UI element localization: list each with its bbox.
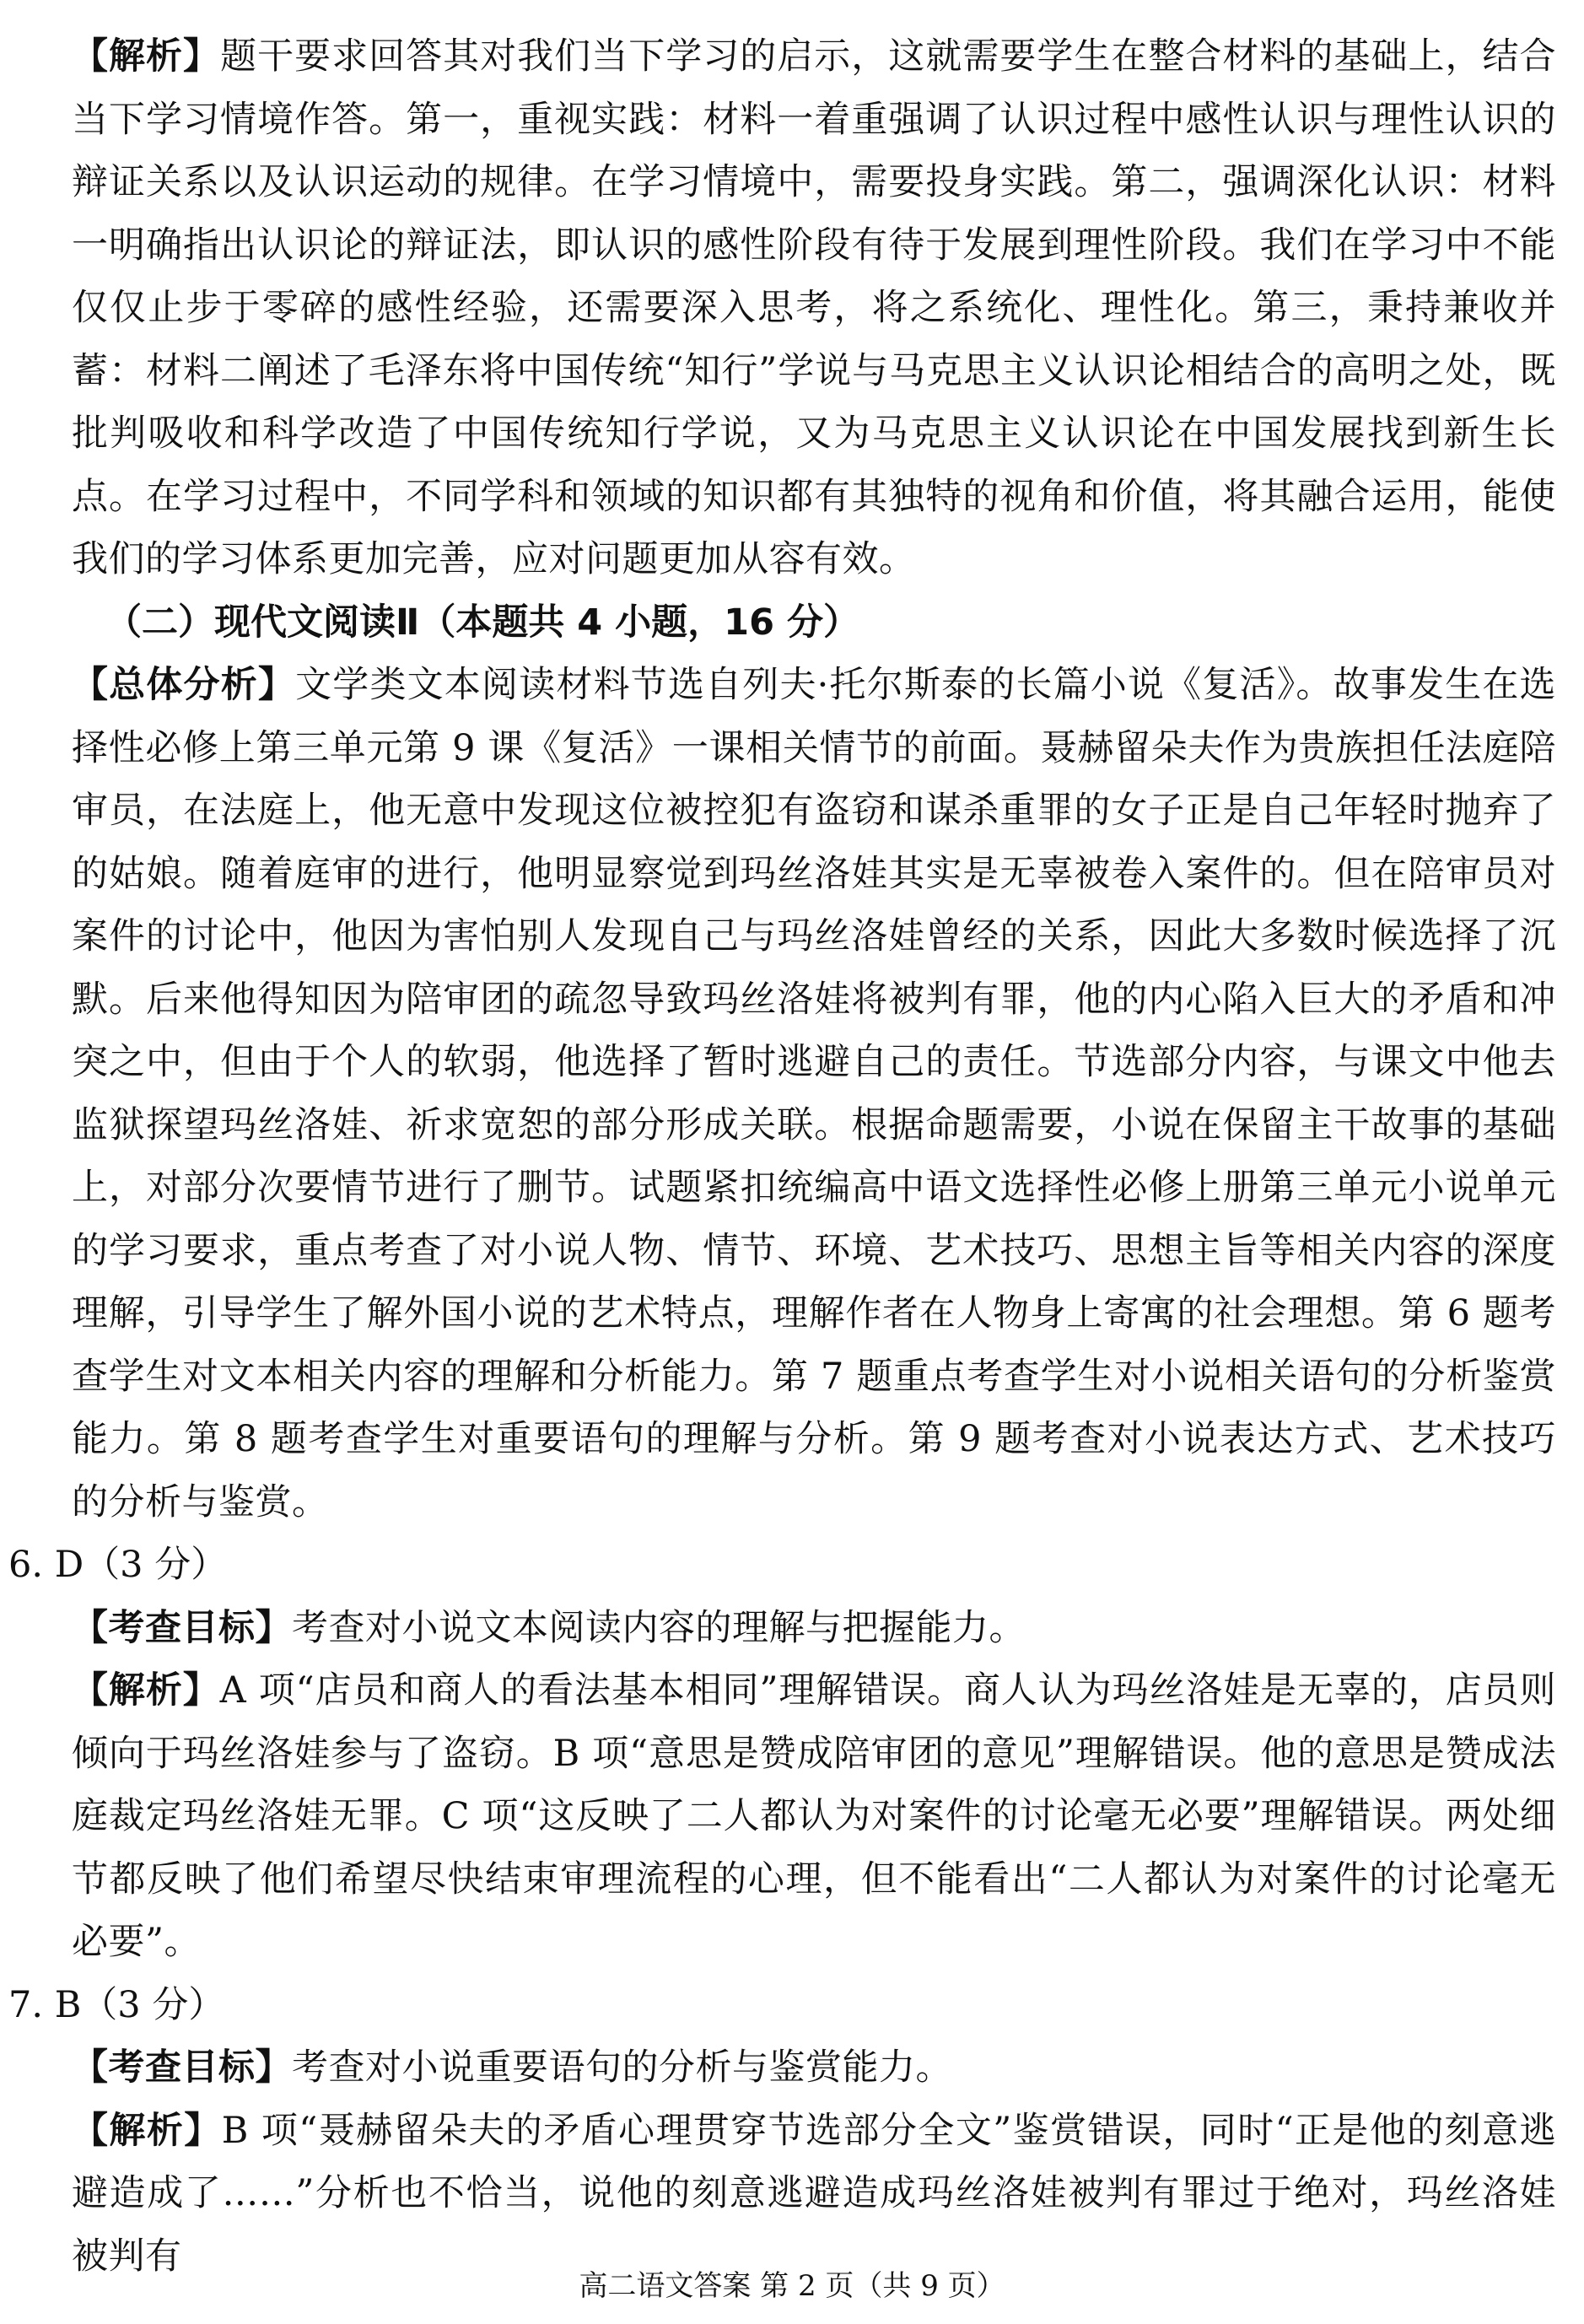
page-footer: 高二语文答案 第 2 页（共 9 页） <box>579 2269 1005 2303</box>
question-7-goal <box>72 2036 1556 2100</box>
analysis-tag: 【解析】 <box>72 2109 222 2152</box>
goal-tag: 【考查目标】 <box>72 2046 292 2089</box>
goal-tag: 【考查目标】 <box>72 1606 292 1649</box>
question-6-goal <box>72 1597 1556 1660</box>
analysis-tag: 【解析】 <box>72 1669 220 1712</box>
overall-analysis-text: 文学类文本阅读材料节选自列夫·托尔斯泰的长篇小说《复活》。故事发生在选择性必修上第三单元第 9 课《复活》一课相关情节的前面。聂赫留朵夫作为贵族担任法庭陪审员，在法庭上，他无意中发现这位被控犯有盗窃和谋杀重罪的女子正是自己年轻时抛弃了的姑娘。随着庭审的进行，他明显察觉到玛丝洛娃其实是无辜被卷入案件的。但在陪审员对案件的讨论中，他因为害怕别人发现自己与玛丝洛娃曾经的关系，因此大多数时候选择了沉默。后来他得知因为陪审团的疏忽导致玛丝洛娃将被判有罪，他的内心陷入巨大的矛盾和冲突之中，但由于个人的软弱，他选择了暂时逃避自己的责任。节选部分内容，与课文中他去监狱探望玛丝洛娃、祈求宽恕的部分形成关联。根据命题需要，小说在保留主干故事的基础上，对部分次要情节进行了删节。试题紧扣统编高中语文选择性必修上册第三单元小说单元的学习要求，重点考查了对小说人物、情节、环境、艺术技巧、思想主旨等相关内容的深度理解，引导学生了解外国小说的艺术特点，理解作者在人物身上寄寓的社会理想。第 6 题考查学生对文本相关内容的理解和分析能力。第 7 题重点考查学生对小说相关语句的分析鉴赏能力。第 8 题考查学生对重要语句的理解与分析。第 9 题考查对小说表达方式、艺术技巧的分析与鉴赏。 <box>72 664 1557 1523</box>
analysis-tag: 【解析】 <box>72 35 221 78</box>
question-7-analysis-text: B 项“聂赫留朵夫的矛盾心理贯穿节选部分全文”鉴赏错误，同时“正是他的刻意逃避造成了……”分析也不恰当，说他的刻意逃避造成玛丝洛娃被判有罪过于绝对，玛丝洛娃被判有 <box>72 2109 1557 2278</box>
overall-analysis-tag: 【总体分析】 <box>72 664 296 706</box>
question-7-analysis <box>72 2100 1556 2289</box>
analysis-intro-text: 题干要求回答其对我们当下学习的启示，这就需要学生在整合材料的基础上，结合当下学习情境作答。第一，重视实践：材料一着重强调了认识过程中感性认识与理性认识的辩证关系以及认识运动的规律。在学习情境中，需要投身实践。第二，强调深化认识：材料一明确指出认识论的辩证法，即认识的感性阶段有待于发展到理性阶段。我们在学习中不能仅仅止步于零碎的感性经验，还需要深入思考，将之系统化、理性化。第三，秉持兼收并蓄：材料二阐述了毛泽东将中国传统“知行”学说与马克思主义认识论相结合的高明之处，既批判吸收和科学改造了中国传统知行学说，又为马克思主义认识论在中国发展找到新生长点。在学习过程中，不同学科和领域的知识都有其独特的视角和价值，将其融合运用，能使我们的学习体系更加完善，应对问题更加从容有效。 <box>72 35 1557 580</box>
analysis-intro-paragraph <box>72 25 1556 591</box>
question-6-goal-text: 考查对小说文本阅读内容的理解与把握能力。 <box>292 1606 1026 1649</box>
question-6-analysis <box>72 1659 1556 1974</box>
question-6-analysis-text: A 项“店员和商人的看法基本相同”理解错误。商人认为玛丝洛娃是无辜的，店员则倾向于玛丝洛娃参与了盗窃。B 项“意思是赞成陪审团的意见”理解错误。他的意思是赞成法庭裁定玛丝洛娃无罪。C 项“这反映了二人都认为对案件的讨论毫无必要”理解错误。两处细节都反映了他们希望尽快结束审理流程的心理，但不能看出“二人都认为对案件的讨论毫无必要”。 <box>72 1669 1557 1963</box>
question-7-answer: 7. B（3 分） <box>8 1983 225 2026</box>
question-7-goal-text: 考查对小说重要语句的分析与鉴赏能力。 <box>292 2046 952 2089</box>
page-content <box>8 25 1557 2288</box>
overall-analysis-paragraph <box>72 654 1556 1534</box>
question-6-answer: 6. D（3 分） <box>8 1544 228 1586</box>
section-title-modern-reading-2: （二）现代文阅读Ⅱ（本题共 4 小题，16 分） <box>105 601 859 644</box>
